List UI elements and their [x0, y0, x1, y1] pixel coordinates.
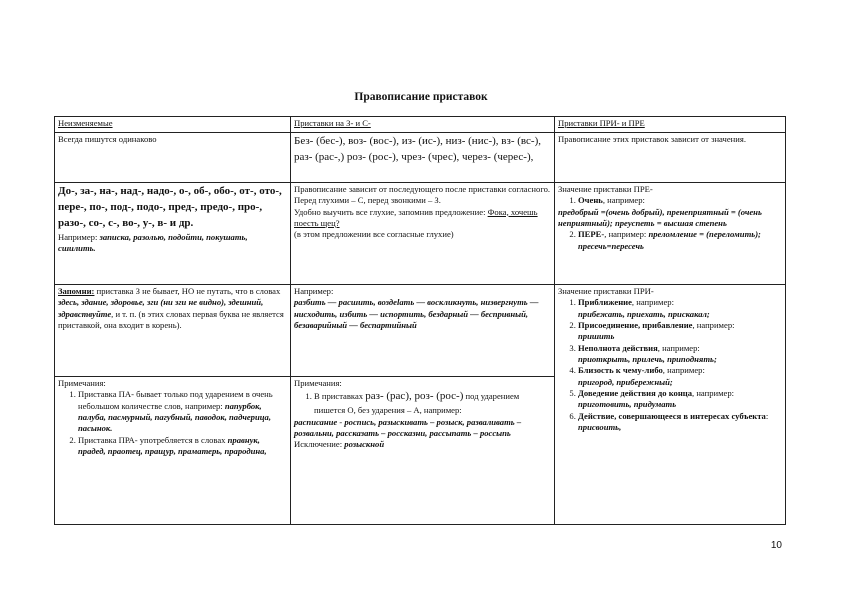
item-examples: папурбок, палуба, пасмурный, пагубный, паводок, падчерица, пасынок.	[78, 400, 271, 434]
list-item	[558, 195, 782, 229]
item-label: ПЕРЕ-	[578, 229, 605, 240]
item-text: , например:	[662, 365, 705, 376]
item-examples: прибежать, приехать, прискакал;	[578, 308, 710, 319]
item-examples: правнук, прадед, праотец, пращур, праматерь, прародина,	[78, 434, 267, 457]
pri-title: Значение приставки ПРИ-	[558, 286, 654, 296]
cell-pri-meaning	[555, 285, 786, 525]
page-number: 10	[770, 540, 782, 551]
tip-text: Удобно выучить все глухие, запомнив предложение:	[294, 206, 486, 217]
item-text: В приставках	[314, 391, 364, 402]
item-examples: предобрый =(очень добрый), пренеприятный = (очень неприятный); преуспеть = высшая степень	[558, 206, 762, 229]
item-text: под ударением пишется О, без ударения – А, например:	[314, 391, 520, 416]
item-prefixes: раз- (рас), роз- (рос-)	[365, 390, 464, 403]
table-row	[55, 133, 786, 183]
list-item	[78, 435, 287, 458]
item-examples: приготовить, придумать	[578, 399, 677, 410]
item-label: Неполнота действия	[578, 342, 658, 353]
item-label: Действие, совершающееся в интересах субъекта	[578, 410, 766, 421]
list-item	[578, 365, 782, 388]
cell-notes-pa-pra	[55, 377, 291, 525]
table-row	[55, 285, 786, 377]
item-label: Очень	[578, 195, 603, 206]
exception-label: Исключение:	[294, 439, 343, 450]
item-label: Присоединение, прибавление	[578, 320, 693, 331]
cell-unchangeable-list	[55, 183, 291, 285]
cell-text: Правописание этих приставок зависит от значения.	[558, 134, 746, 144]
list-item	[314, 389, 551, 416]
header-z-s-prefixes: Приставки на З- и С-	[291, 117, 555, 133]
cell-text: Всегда пишутся одинаково	[58, 134, 157, 144]
item-examples: присвоить,	[578, 422, 622, 433]
item-label: Доведение действия до конца	[578, 388, 693, 399]
item-text: , например:	[657, 342, 700, 353]
list-item	[578, 343, 782, 366]
cell-pri-pre-intro	[555, 133, 786, 183]
prefix-table	[54, 116, 786, 525]
mnemonic-sentence: Фока, хочешь поесть щец?	[294, 206, 538, 229]
rule-text: Правописание зависит от последующего после приставки согласного. Перед глухими – С, перед звонкими – З.	[294, 184, 551, 206]
item-examples: пришить	[578, 331, 615, 342]
item-examples: пригород, прибережный;	[578, 376, 673, 387]
cell-pre-meaning	[555, 183, 786, 285]
item-text: , например:	[692, 388, 735, 399]
example-words: расписание - роспись, разыскивать – розыск, разваливать – розвальни, рассказать – россказни, рассыпать – россыпь	[294, 416, 522, 438]
example-label: Например:	[58, 231, 98, 242]
cell-z-s-list	[291, 133, 555, 183]
list-item	[578, 388, 782, 411]
cell-remember	[55, 285, 291, 377]
list-item	[578, 297, 782, 320]
page-title: Правописание приставок	[354, 91, 488, 103]
item-text: :	[765, 410, 769, 421]
pri-meaning-list	[558, 297, 782, 433]
list-item	[578, 320, 782, 343]
remember-label: Запомни:	[58, 286, 95, 296]
remember-text: приставка З не бывает, НО не путать, что в словах	[96, 286, 281, 296]
remember-words: здесь, здание, здоровье, зги (ни зги не видно), здешний, здравствуйте	[58, 297, 264, 319]
item-text: Приставка ПРА- употребляется в словах	[78, 434, 226, 445]
item-text: Приставка ПА- бывает только под ударением в очень небольшом количестве слов, например:	[78, 389, 273, 411]
item-text: , например:	[692, 320, 735, 331]
item-label: Приближение	[578, 297, 632, 308]
header-row	[55, 117, 786, 133]
notes-label: Примечания:	[294, 378, 342, 388]
list-item	[78, 389, 287, 434]
list-item	[578, 229, 782, 252]
item-text: , например:	[602, 195, 645, 206]
table-row	[55, 183, 786, 285]
example-words: записка, разолью, подойти, покушать, сшилить.	[58, 231, 248, 254]
note-text: (в этом предложении все согласные глухие)	[294, 229, 454, 240]
item-text: , например:	[631, 297, 674, 308]
header-pri-pre-prefixes: Приставки ПРИ- и ПРЕ	[555, 117, 786, 133]
item-label: Близость к чему-либо	[578, 365, 663, 376]
cell-z-s-examples	[291, 285, 555, 377]
header-unchangeable: Неизменяемые	[55, 117, 291, 133]
item-examples: приоткрыть, прилечь, приподнять;	[578, 354, 717, 365]
unchangeable-prefix-list: До-, за-, на-, над-, надо-, о-, об-, обо-, от-, ото-, пере-, по-, под-, подо-, пред-, предо-, про-, разо-, со-, с-, во-, у-, в- и др.	[58, 185, 282, 229]
cell-notes-raz-roz	[291, 377, 555, 525]
item-examples: преломление = (переломить); пресечь=пересечь	[578, 229, 761, 251]
list-item	[578, 411, 782, 434]
remember-text-end: , и т. п. (в этих словах первая буква не является приставкой, она входит в корень).	[58, 308, 284, 331]
example-words: разбить — расшить, воздelать — воскликнуть, низвергнуть — нисходить, избить — испортить, бездарный — беспривный, безаварийный — беспартийный	[294, 297, 539, 331]
z-s-prefix-list: Без- (бес-), воз- (вос-), из- (ис-), низ- (нис-), вз- (вс-), раз- (рас-,) роз- (рос-), чрез- (чрес), через- (черес-),	[294, 135, 541, 163]
example-label: Например:	[294, 286, 334, 296]
pre-title: Значение приставки ПРЕ-	[558, 184, 653, 194]
item-text: , например:	[604, 229, 647, 240]
cell-always-same	[55, 133, 291, 183]
exception-word: розыскной	[344, 439, 385, 450]
notes-label: Примечания:	[58, 378, 106, 388]
cell-z-s-rule	[291, 183, 555, 285]
